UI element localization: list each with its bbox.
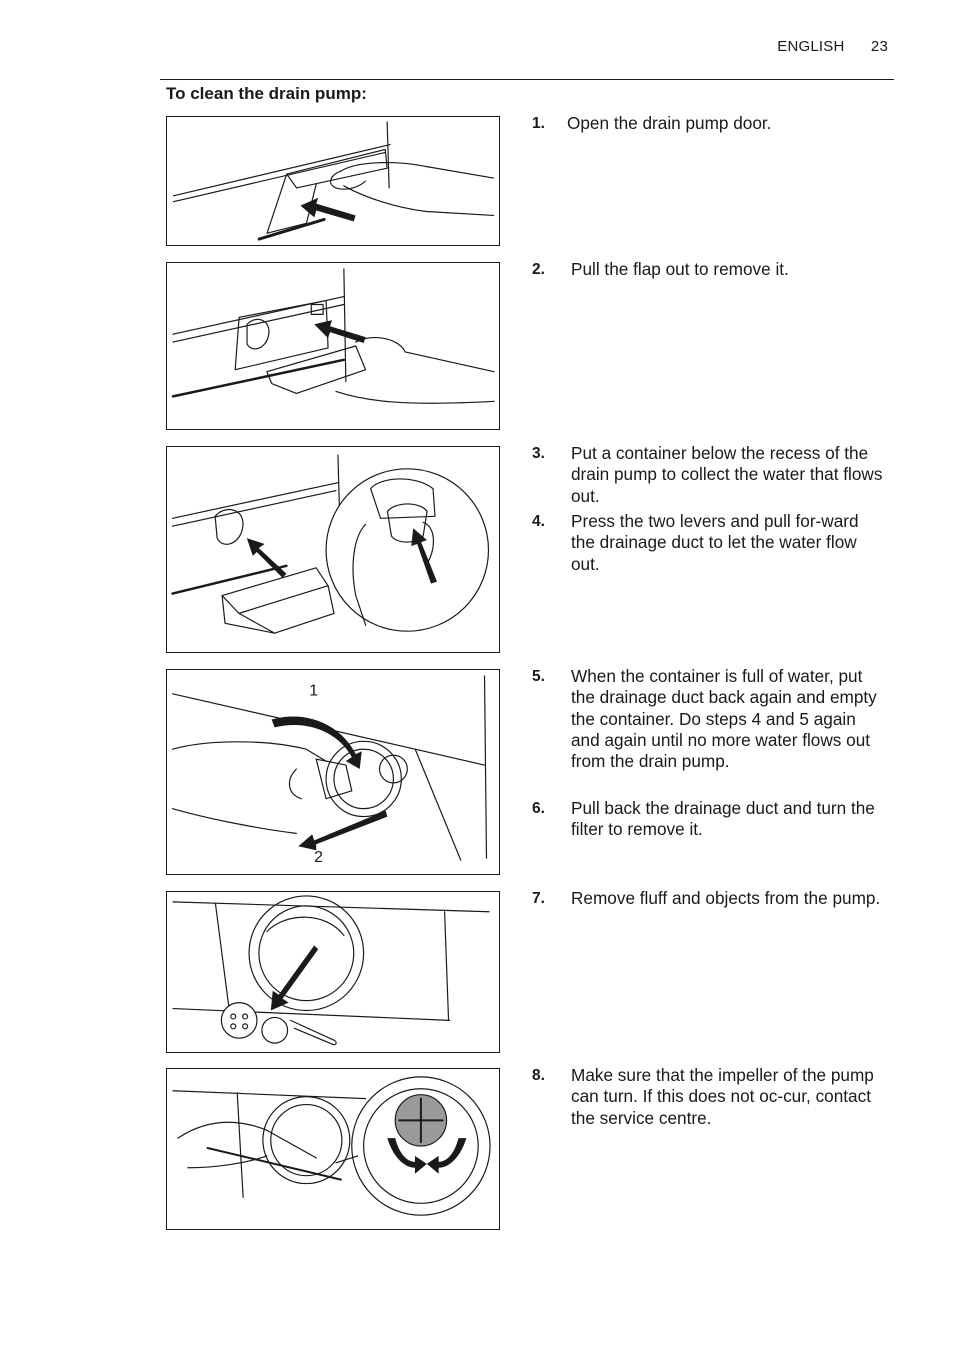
step-2	[532, 259, 887, 280]
illustration-remove-objects	[167, 892, 499, 1052]
illustration-turn-filter	[167, 670, 499, 874]
step-text: Put a container below the recess of the drain pump to collect the water that flows out.	[571, 443, 883, 506]
section-title: To clean the drain pump:	[166, 84, 367, 103]
figure-check-impeller	[166, 1068, 500, 1230]
page-number: 23	[870, 38, 888, 55]
illustration-open-door	[167, 117, 499, 245]
illustration-container-duct	[167, 447, 499, 652]
header-rule	[160, 79, 894, 80]
step-number: 5.	[532, 668, 545, 685]
figure-remove-objects	[166, 891, 500, 1053]
step-4	[532, 511, 887, 575]
step-text: Pull back the drainage duct and turn the filter to remove it.	[571, 798, 875, 840]
step-number: 3.	[532, 445, 545, 462]
language-label: ENGLISH	[777, 38, 845, 55]
step-6	[532, 798, 887, 841]
figure-label-1: 1	[309, 682, 319, 700]
step-number: 6.	[532, 800, 545, 817]
step-5	[532, 666, 887, 772]
step-text: Remove fluff and objects from the pump.	[571, 888, 881, 908]
step-number: 1.	[532, 115, 545, 132]
figure-pull-flap	[166, 262, 500, 430]
step-number: 2.	[532, 261, 545, 278]
illustration-pull-flap	[167, 263, 499, 429]
step-3	[532, 443, 887, 507]
figure-container-duct	[166, 446, 500, 653]
step-7	[532, 888, 887, 909]
step-number: 4.	[532, 513, 545, 530]
page-header	[777, 38, 888, 55]
figure-label-2: 2	[314, 849, 323, 867]
figure-turn-filter	[166, 669, 500, 875]
step-text: Press the two levers and pull for-ward the drainage duct to let the water flow out.	[571, 511, 859, 574]
figure-open-door	[166, 116, 500, 246]
illustration-check-impeller	[167, 1069, 499, 1229]
step-text: Make sure that the impeller of the pump can turn. If this does not oc-cur, contact the service centre.	[571, 1065, 874, 1128]
step-number: 8.	[532, 1067, 545, 1084]
step-number: 7.	[532, 890, 545, 907]
step-text: When the container is full of water, put the drainage duct back again and empty the container. Do steps 4 and 5 again and again until no more water flows out from the drain pump.	[571, 666, 877, 772]
step-text: Pull the flap out to remove it.	[571, 259, 789, 279]
step-1	[532, 113, 887, 134]
step-text: Open the drain pump door.	[567, 113, 772, 133]
step-8	[532, 1065, 887, 1129]
